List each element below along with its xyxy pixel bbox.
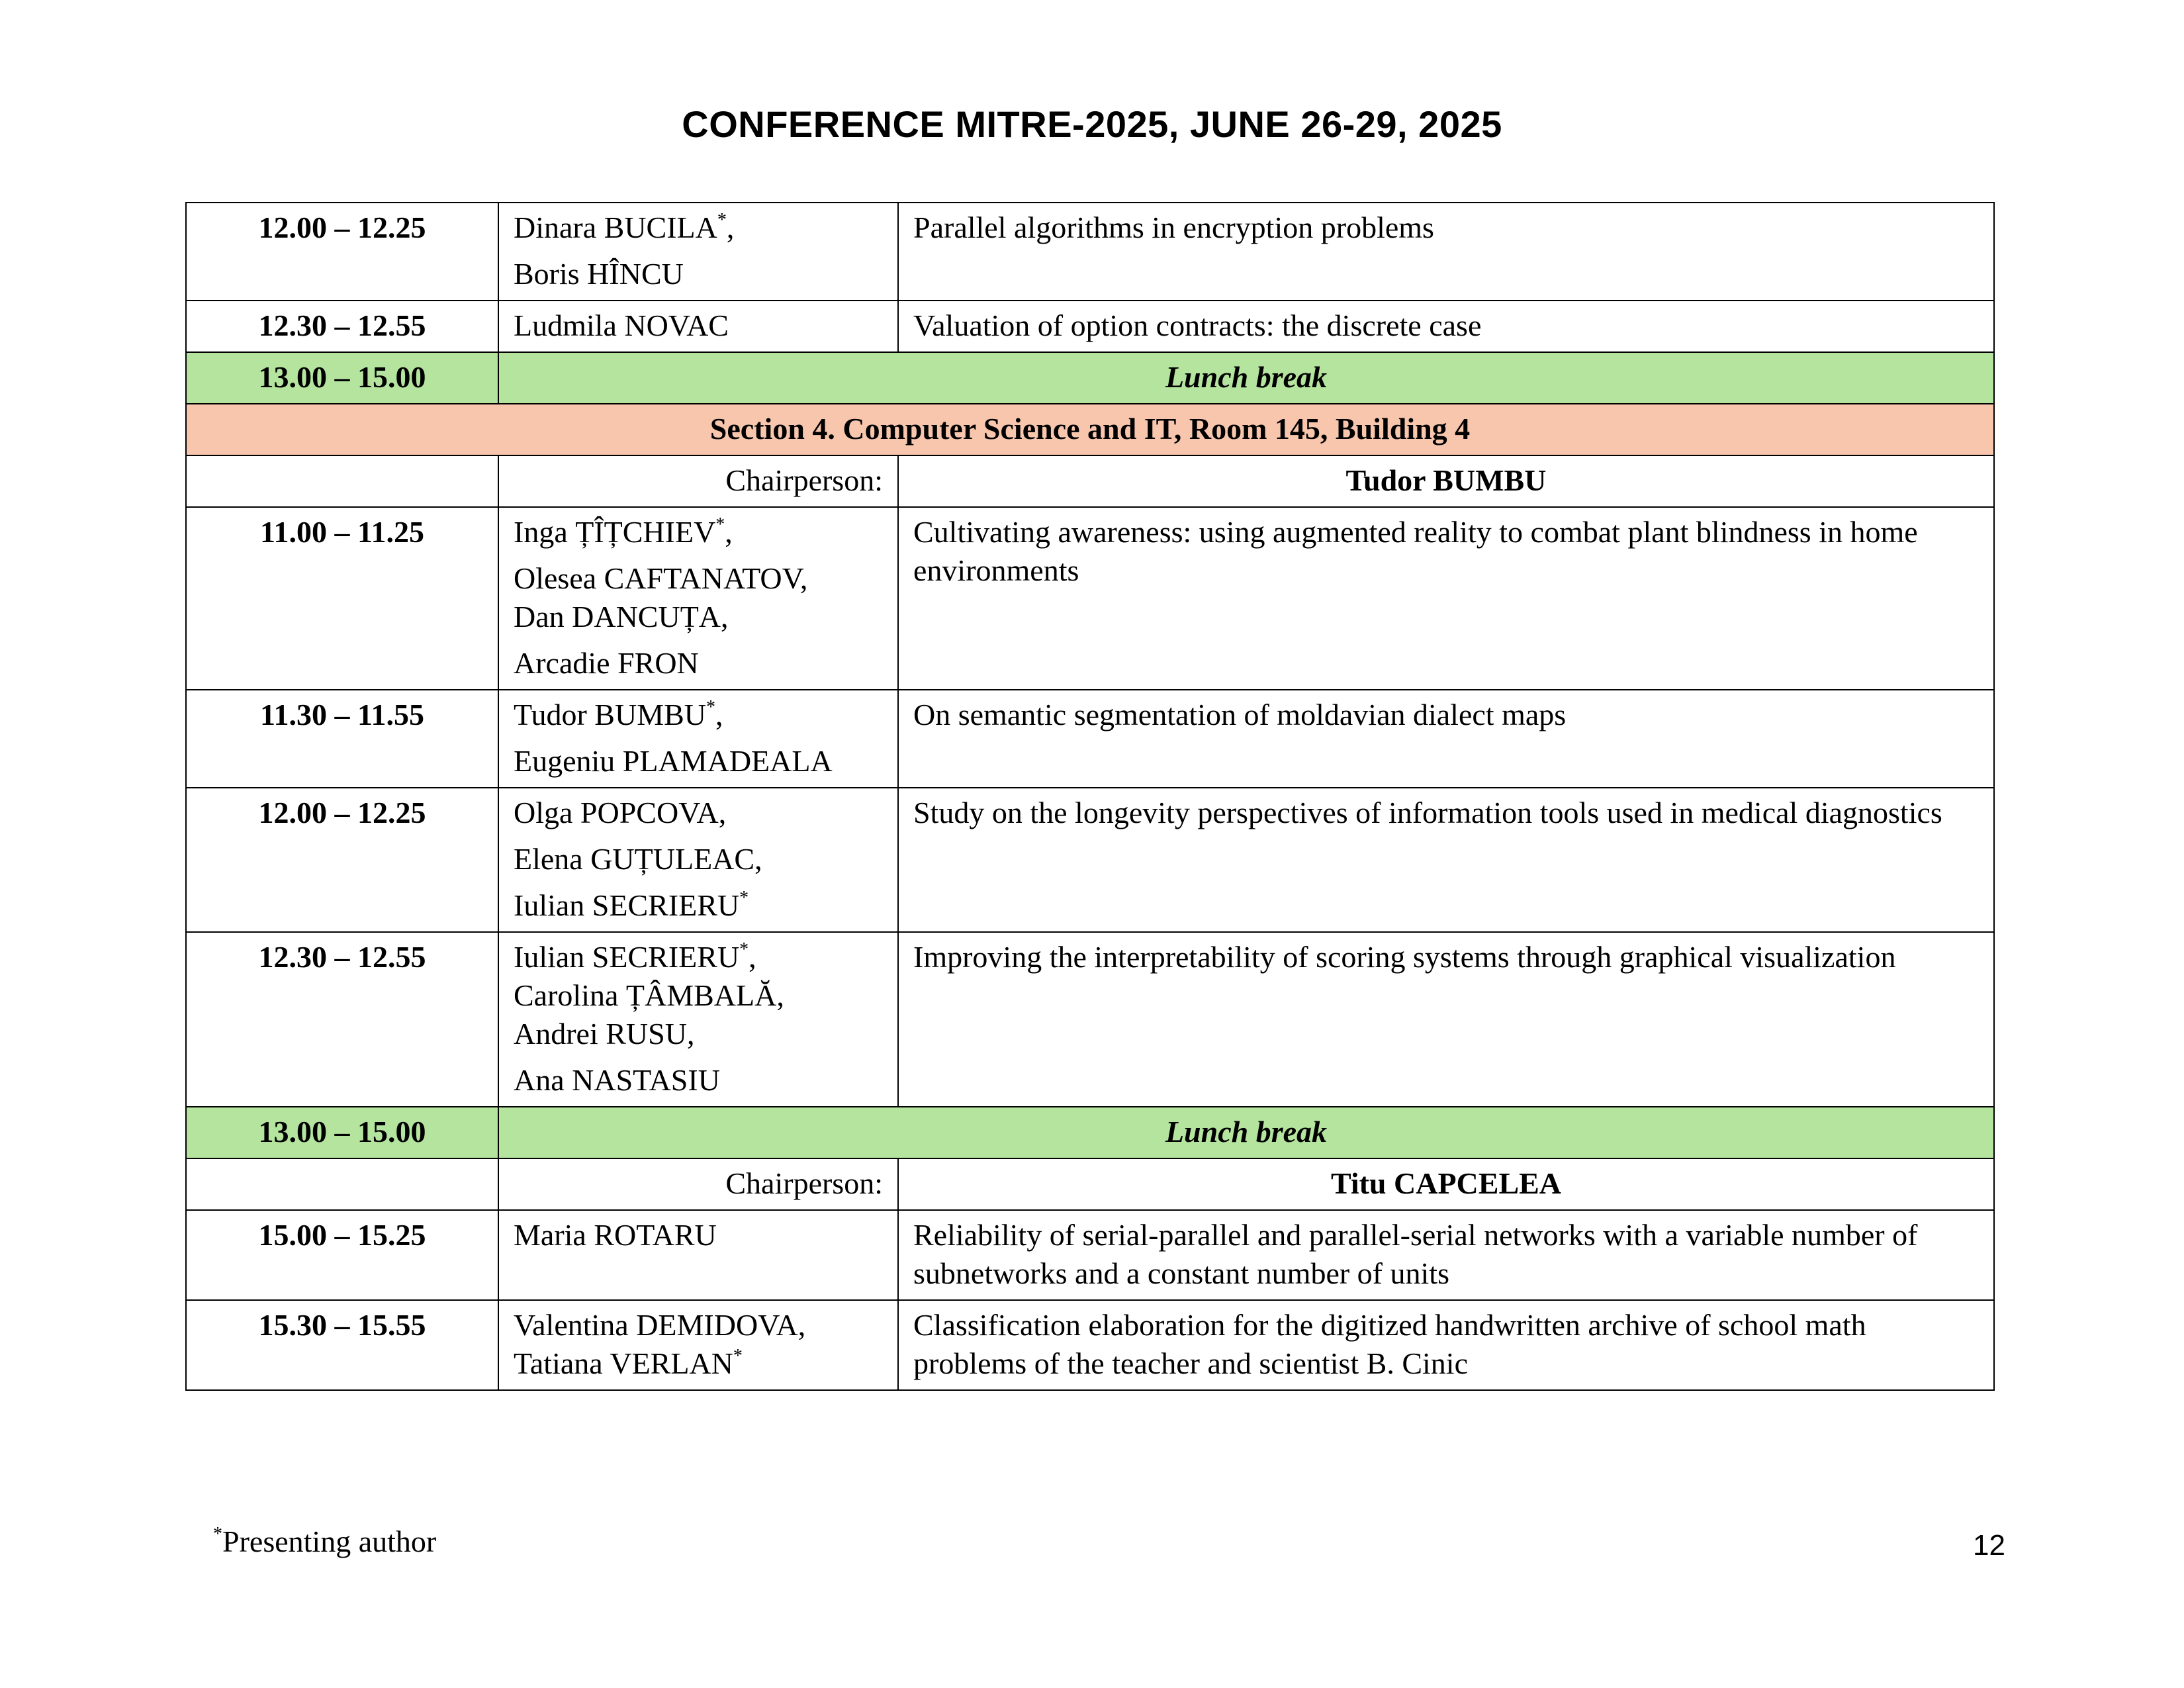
time-cell: 12.30 – 12.55: [186, 932, 498, 1107]
author-name: Eugeniu PLAMADEALA: [514, 744, 833, 778]
authors-cell: [498, 1210, 898, 1300]
talk-title-cell: Reliability of serial-parallel and parallel-serial networks with a variable number of subnetworks and a constant number of units: [898, 1210, 1994, 1300]
author-name: Olesea CAFTANATOV, Dan DANCUȚA,: [514, 561, 808, 633]
author-name: Olga POPCOVA,: [514, 796, 727, 829]
lunch-break-label: Lunch break: [498, 352, 1994, 404]
footnote: [213, 1524, 436, 1559]
presenting-mark: *: [717, 210, 727, 230]
table-row: [186, 932, 1994, 1107]
lunch-break-row: [186, 1107, 1994, 1158]
author-name: Boris HÎNCU: [514, 257, 684, 291]
chairperson-row: [186, 1158, 1994, 1210]
authors-cell: [498, 203, 898, 301]
table-row: [186, 1300, 1994, 1390]
author-name: Dinara BUCILA*,: [514, 210, 735, 244]
author-name: Arcadie FRON: [514, 646, 699, 680]
lunch-break-label: Lunch break: [498, 1107, 1994, 1158]
table-row: [186, 788, 1994, 932]
author-name: Inga ȚÎȚCHIEV*,: [514, 514, 733, 549]
time-cell: 13.00 – 15.00: [186, 352, 498, 404]
author-name: Maria ROTARU: [514, 1218, 717, 1252]
time-cell: 12.30 – 12.55: [186, 301, 498, 352]
section-header: Section 4. Computer Science and IT, Room 145, Building 4: [186, 404, 1994, 455]
time-cell: 12.00 – 12.25: [186, 788, 498, 932]
presenting-mark: *: [715, 514, 725, 535]
presenting-mark: *: [733, 1346, 743, 1366]
author-name: Iulian SECRIERU*: [514, 888, 749, 922]
chairperson-name: Titu CAPCELEA: [898, 1158, 1994, 1210]
footnote-text: Presenting author: [222, 1524, 437, 1558]
talk-title-cell: Cultivating awareness: using augmented reality to combat plant blindness in home environments: [898, 507, 1994, 690]
page-title: CONFERENCE MITRE-2025, JUNE 26-29, 2025: [682, 103, 1502, 145]
section-header-row: [186, 404, 1994, 455]
author-name: Iulian SECRIERU*, Carolina ȚÂMBALĂ, Andrei RUSU,: [514, 939, 784, 1051]
talk-title-cell: Classification elaboration for the digitized handwritten archive of school math problems of the teacher and scientist B. Cinic: [898, 1300, 1994, 1390]
author-name: Elena GUȚULEAC,: [514, 842, 762, 876]
time-cell: 12.00 – 12.25: [186, 203, 498, 301]
authors-cell: [498, 788, 898, 932]
time-cell: 11.00 – 11.25: [186, 507, 498, 690]
empty-cell: [186, 455, 498, 507]
table-row: [186, 203, 1994, 301]
chairperson-label: Chairperson:: [498, 1158, 898, 1210]
table-row: [186, 507, 1994, 690]
author-name: Tudor BUMBU*,: [514, 697, 723, 731]
author-name: Valentina DEMIDOVA, Tatiana VERLAN*: [514, 1308, 806, 1380]
authors-cell: [498, 301, 898, 352]
table-row: [186, 690, 1994, 788]
chairperson-name: Tudor BUMBU: [898, 455, 1994, 507]
authors-cell: [498, 507, 898, 690]
time-cell: 11.30 – 11.55: [186, 690, 498, 788]
talk-title-cell: Improving the interpretability of scoring systems through graphical visualization: [898, 932, 1994, 1107]
authors-cell: [498, 690, 898, 788]
table-row: [186, 1210, 1994, 1300]
author-name: Ludmila NOVAC: [514, 308, 729, 342]
authors-cell: [498, 932, 898, 1107]
presenting-mark: *: [739, 939, 749, 960]
empty-cell: [186, 1158, 498, 1210]
lunch-break-row: [186, 352, 1994, 404]
authors-cell: [498, 1300, 898, 1390]
table-row: [186, 301, 1994, 352]
chairperson-label: Chairperson:: [498, 455, 898, 507]
time-cell: 13.00 – 15.00: [186, 1107, 498, 1158]
time-cell: 15.00 – 15.25: [186, 1210, 498, 1300]
schedule-table: [185, 202, 1995, 1391]
time-cell: 15.30 – 15.55: [186, 1300, 498, 1390]
presenting-mark: *: [706, 697, 716, 718]
talk-title-cell: Study on the longevity perspectives of information tools used in medical diagnostics: [898, 788, 1994, 932]
talk-title-cell: Parallel algorithms in encryption problems: [898, 203, 1994, 301]
footnote-mark: *: [213, 1524, 222, 1544]
author-name: Ana NASTASIU: [514, 1063, 720, 1097]
presenting-mark: *: [739, 888, 749, 908]
talk-title-cell: On semantic segmentation of moldavian dialect maps: [898, 690, 1994, 788]
page-number: 12: [1973, 1529, 2005, 1562]
chairperson-row: [186, 455, 1994, 507]
talk-title-cell: Valuation of option contracts: the discrete case: [898, 301, 1994, 352]
